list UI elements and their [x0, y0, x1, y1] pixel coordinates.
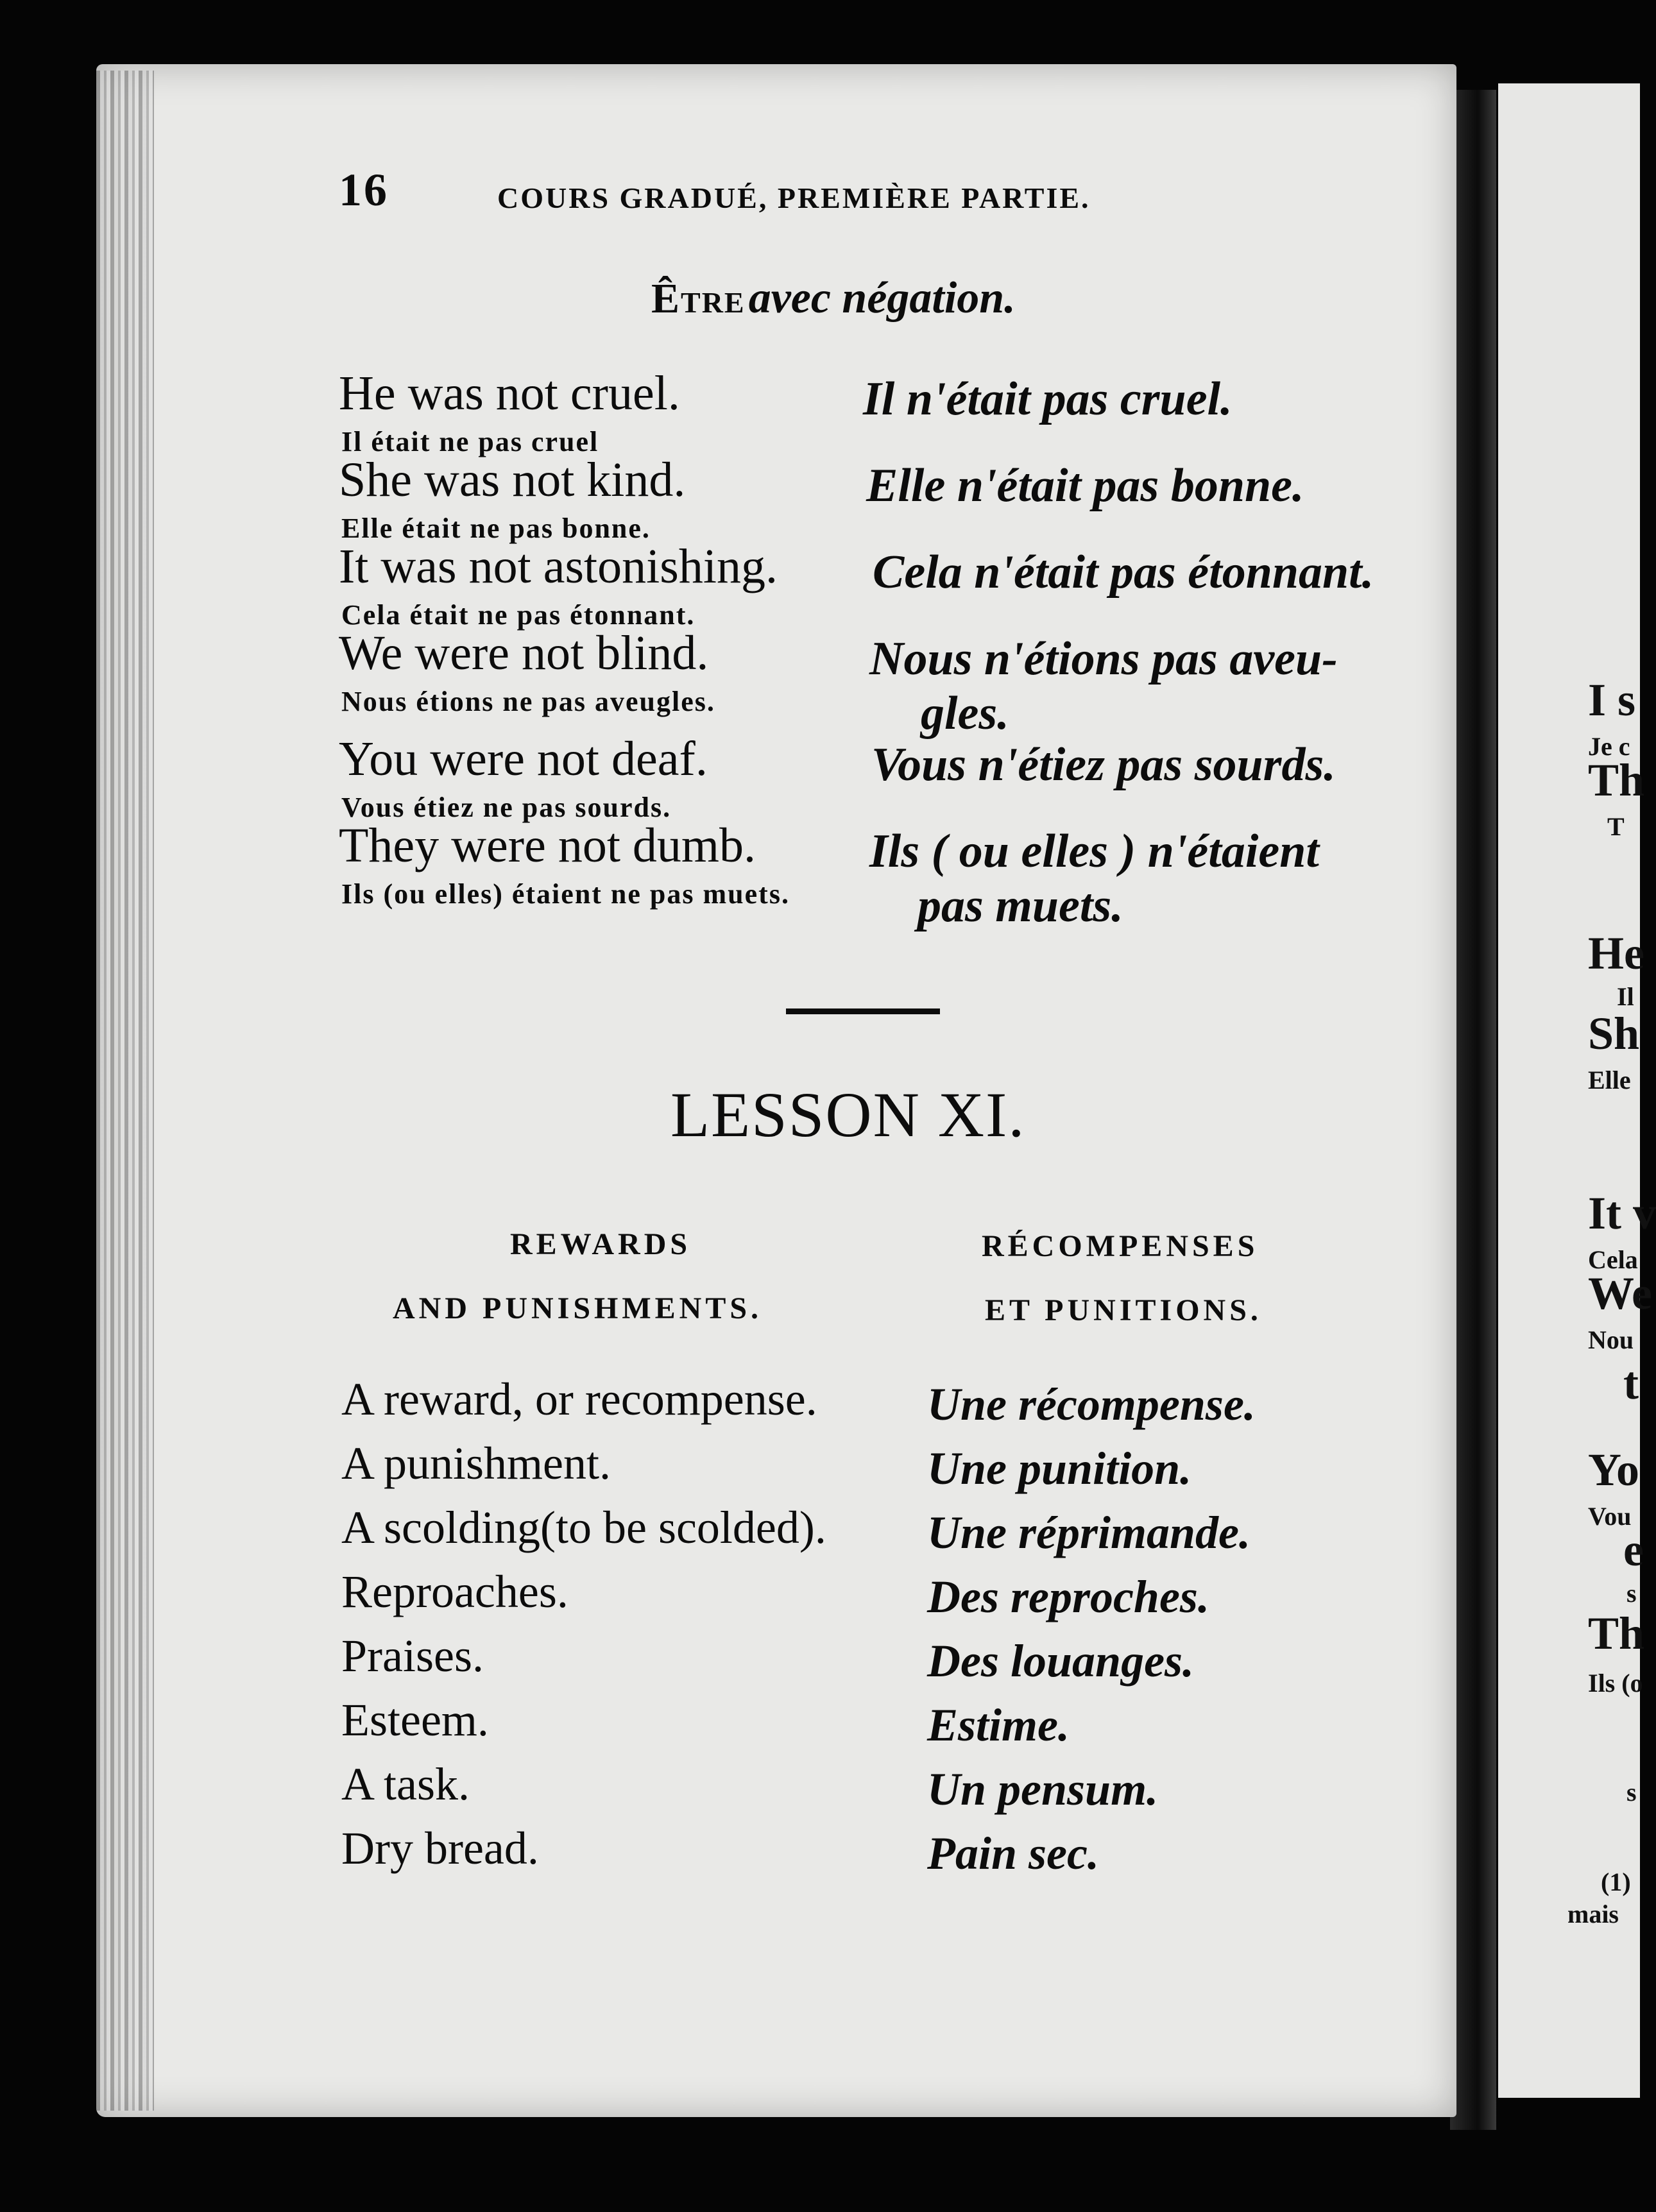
next-page-fragment: Il [1617, 982, 1634, 1011]
vocab-french: Une récompense. [927, 1379, 1256, 1430]
vocab-english: A punishment. [341, 1438, 611, 1489]
vocab-english: A task. [341, 1758, 470, 1810]
vocab-french: Pain sec. [927, 1828, 1099, 1879]
french-translation-continued: pas muets. [918, 880, 1123, 932]
section-title [651, 273, 1016, 324]
french-translation: Il n'était pas cruel. [863, 373, 1233, 425]
right-heading-line-2: ET PUNITIONS. [985, 1293, 1262, 1327]
vocab-english: A scolding(to be scolded). [341, 1502, 826, 1553]
next-page-fragment: Th [1588, 1608, 1645, 1659]
french-translation: Nous n'étions pas aveu- [869, 633, 1338, 685]
word-gloss: Elle était ne pas bonne. [341, 513, 651, 544]
next-page-fragment: mais [1567, 1900, 1619, 1928]
vocab-english: Dry bread. [341, 1823, 539, 1874]
vocab-french: Estime. [927, 1699, 1070, 1751]
english-sentence: He was not cruel. [339, 366, 680, 420]
next-page-fragment: s [1626, 1579, 1637, 1608]
next-page-fragment: s [1626, 1778, 1637, 1807]
page-number: 16 [339, 164, 389, 216]
next-page-fragment: Nou [1588, 1325, 1634, 1354]
vocab-english: Esteem. [341, 1694, 489, 1746]
next-page-fragment: He [1588, 928, 1644, 979]
left-heading-line-2: AND PUNISHMENTS. [393, 1291, 763, 1325]
english-sentence: We were not blind. [339, 626, 709, 680]
next-page-fragment: (1) [1601, 1867, 1631, 1896]
next-page-fragment: T [1607, 812, 1625, 841]
right-heading-line-1: RÉCOMPENSES [982, 1229, 1259, 1263]
page-edge-texture [96, 71, 154, 2111]
lesson-title: LESSON XI. [670, 1079, 1026, 1150]
next-page-fragment: Elle [1588, 1066, 1631, 1094]
french-translation: Ils ( ou elles ) n'étaient [869, 825, 1319, 878]
word-gloss: Nous étions ne pas aveugles. [341, 686, 715, 717]
next-page-edge [1498, 83, 1656, 2098]
english-sentence: They were not dumb. [339, 819, 756, 872]
french-translation: Vous n'étiez pas sourds. [871, 738, 1336, 791]
section-divider [786, 1008, 940, 1014]
english-sentence: You were not deaf. [339, 732, 708, 786]
vocab-english: A reward, or recompense. [341, 1374, 817, 1425]
next-page-fragment: Yo [1588, 1444, 1640, 1495]
next-page-fragment: Ils (o [1588, 1669, 1643, 1697]
vocab-french: Un pensum. [927, 1764, 1159, 1815]
book-spine [1450, 90, 1496, 2130]
next-page-fragment: I s [1588, 674, 1636, 726]
word-gloss: Vous étiez ne pas sourds. [341, 792, 672, 823]
next-page-fragment: Th [1588, 754, 1645, 806]
next-page-fragment: t [1623, 1357, 1639, 1409]
next-page-fragment: Sh [1588, 1008, 1640, 1059]
next-page-fragment: Je c [1588, 732, 1630, 761]
word-gloss: Il était ne pas cruel [341, 426, 599, 457]
vocab-french: Une punition. [927, 1443, 1192, 1494]
running-title: COURS GRADUÉ, PREMIÈRE PARTIE. [497, 182, 1091, 214]
french-translation: Cela n'était pas étonnant. [873, 546, 1374, 599]
next-page-fragment: Cela [1588, 1245, 1638, 1274]
word-gloss: Ils (ou elles) étaient ne pas muets. [341, 878, 790, 910]
next-page-fragment: Vou [1588, 1502, 1632, 1531]
vocab-french: Des reproches. [927, 1571, 1209, 1622]
vocab-french: Des louanges. [927, 1635, 1195, 1687]
next-page-fragment: We [1588, 1268, 1652, 1319]
section-title-caps: Être [651, 275, 746, 322]
vocab-french: Une réprimande. [927, 1507, 1251, 1558]
word-gloss: Cela était ne pas étonnant. [341, 599, 696, 631]
vocab-english: Reproaches. [341, 1566, 568, 1617]
next-page-fragment: e [1623, 1524, 1644, 1576]
next-page-fragment: It v [1588, 1187, 1656, 1239]
english-sentence: She was not kind. [339, 453, 686, 507]
section-title-italic: avec négation. [748, 273, 1016, 323]
french-translation: Elle n'était pas bonne. [866, 459, 1304, 512]
left-heading-line-1: REWARDS [510, 1227, 692, 1261]
english-sentence: It was not astonishing. [339, 540, 778, 593]
vocab-english: Praises. [341, 1630, 484, 1681]
french-translation-continued: gles. [921, 687, 1009, 740]
